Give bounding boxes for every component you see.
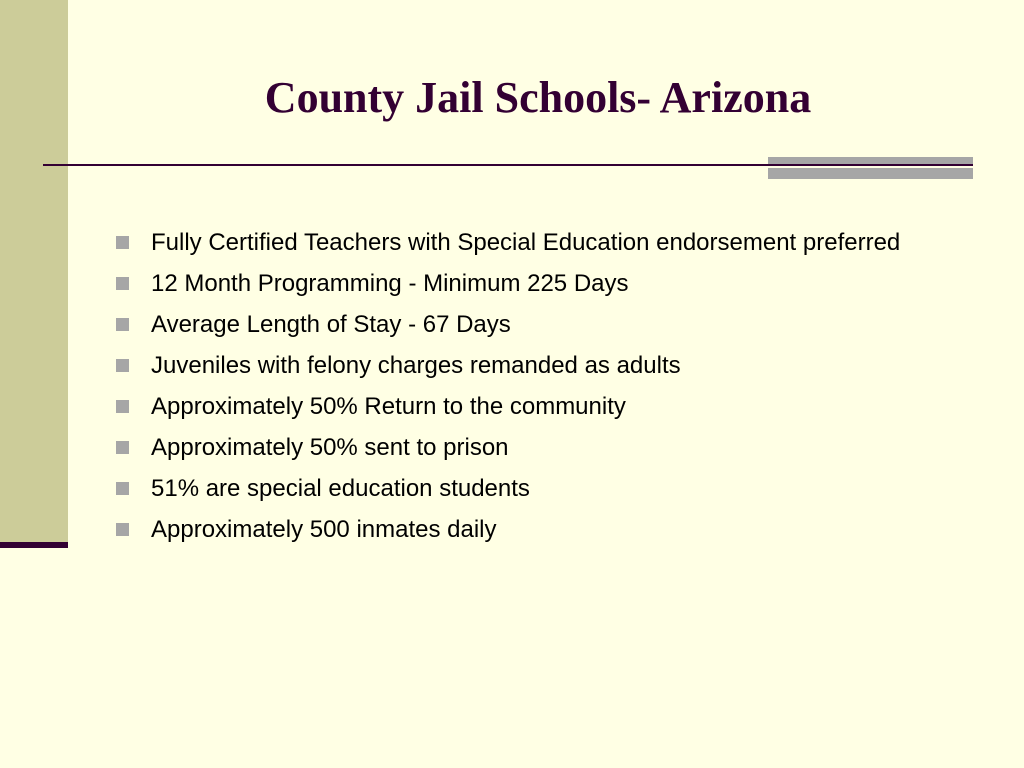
square-bullet-icon <box>116 236 129 249</box>
bullet-text: Juveniles with felony charges remanded as adults <box>151 352 681 379</box>
square-bullet-icon <box>116 400 129 413</box>
slide-title: County Jail Schools- Arizona <box>264 73 812 122</box>
square-bullet-icon <box>116 482 129 495</box>
bullet-text: 51% are special education students <box>151 475 530 502</box>
bullet-text: Approximately 500 inmates daily <box>151 516 497 543</box>
bullet-text: Average Length of Stay - 67 Days <box>151 311 511 338</box>
square-bullet-icon <box>116 318 129 331</box>
bullet-text: 12 Month Programming - Minimum 225 Days <box>151 270 629 297</box>
bullet-text: Fully Certified Teachers with Special Education endorsement preferred <box>151 229 901 256</box>
side-band <box>0 0 68 545</box>
bullet-list <box>112 226 942 554</box>
title-divider-bar-bottom <box>768 168 973 179</box>
square-bullet-icon <box>116 359 129 372</box>
title-divider-bar-top <box>768 157 973 164</box>
title-divider <box>43 164 973 166</box>
bullet-item <box>112 267 942 300</box>
square-bullet-icon <box>116 523 129 536</box>
bullet-item <box>112 308 942 341</box>
bullet-item <box>112 513 942 546</box>
side-band-accent <box>0 542 68 548</box>
square-bullet-icon <box>116 277 129 290</box>
bullet-item <box>112 349 942 382</box>
bullet-item <box>112 431 942 464</box>
square-bullet-icon <box>116 441 129 454</box>
bullet-item <box>112 472 942 505</box>
bullet-text: Approximately 50% sent to prison <box>151 434 509 461</box>
bullet-item <box>112 226 942 259</box>
bullet-text: Approximately 50% Return to the community <box>151 393 626 420</box>
bullet-item <box>112 390 942 423</box>
